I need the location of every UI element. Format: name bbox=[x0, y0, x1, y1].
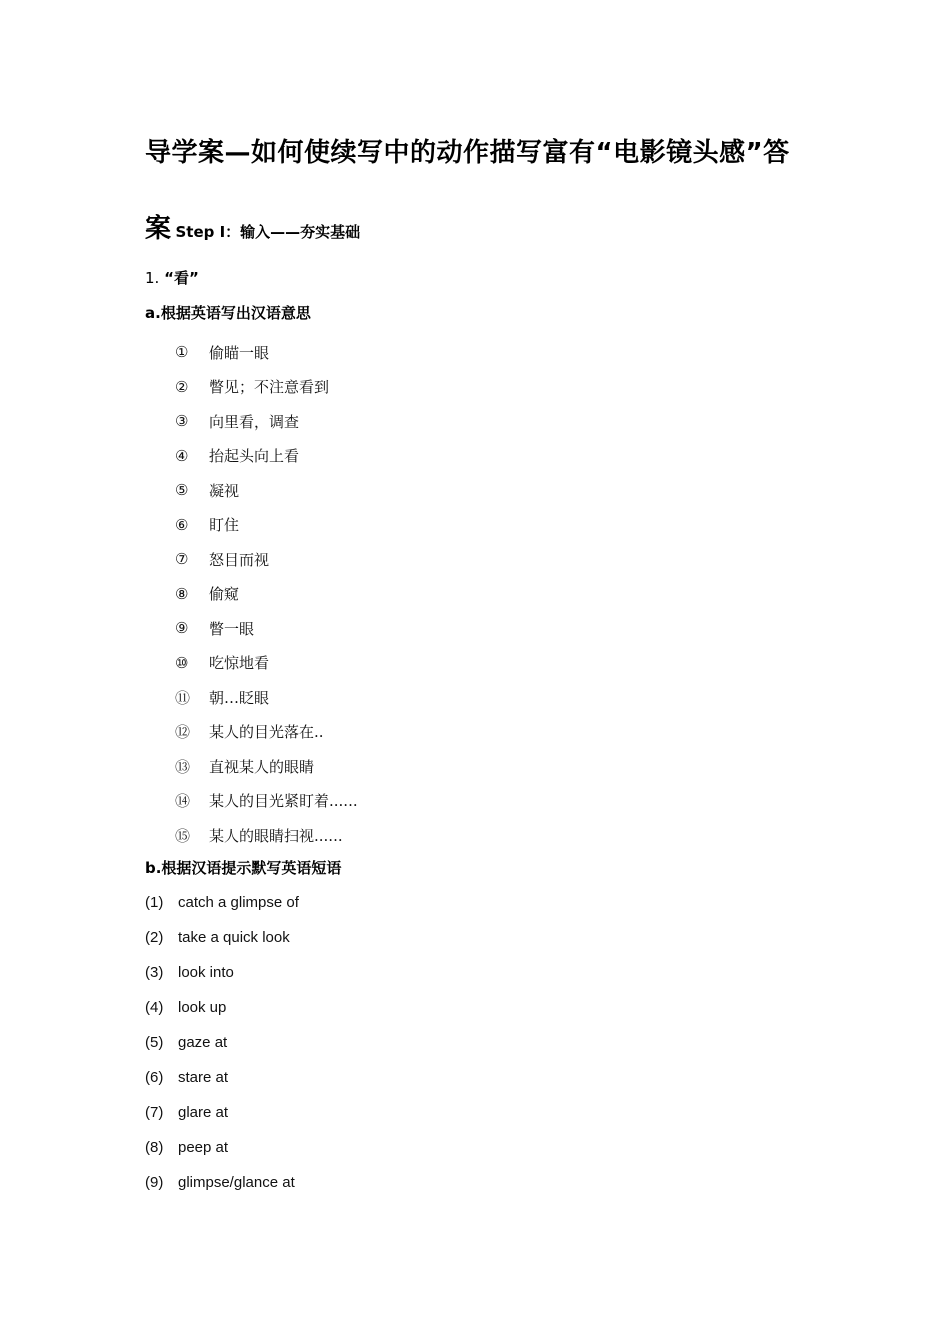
english-phrase-item bbox=[145, 990, 299, 1025]
english-phrase-item bbox=[145, 1060, 299, 1095]
chinese-meaning-marker: ⑧ bbox=[175, 584, 189, 603]
english-phrase-text: stare at bbox=[178, 1069, 229, 1086]
chinese-meaning-marker: ⑪ bbox=[175, 688, 191, 707]
chinese-meaning-marker: ⑨ bbox=[175, 619, 189, 638]
english-phrase-text: glimpse/glance at bbox=[178, 1174, 295, 1191]
section-1-heading bbox=[145, 267, 199, 288]
english-phrase-text: look up bbox=[178, 999, 227, 1016]
chinese-meaning-list bbox=[175, 335, 358, 853]
chinese-meaning-item bbox=[175, 542, 358, 577]
section-1-label: “看” bbox=[164, 269, 199, 287]
english-phrase-marker: (7) bbox=[145, 1104, 164, 1121]
chinese-meaning-item bbox=[175, 577, 358, 612]
english-phrase-marker: (8) bbox=[145, 1139, 164, 1156]
english-phrase-item bbox=[145, 885, 299, 920]
chinese-meaning-item bbox=[175, 508, 358, 543]
english-phrase-marker: (4) bbox=[145, 999, 164, 1016]
chinese-meaning-text: 某人的目光紧盯着...... bbox=[209, 792, 358, 811]
chinese-meaning-item bbox=[175, 335, 358, 370]
chinese-meaning-item bbox=[175, 715, 358, 750]
section-b-heading: b.根据汉语提示默写英语短语 bbox=[145, 859, 342, 877]
chinese-meaning-marker: ⑥ bbox=[175, 515, 189, 534]
chinese-meaning-text: 怒目而视 bbox=[209, 550, 270, 569]
title-last-char: 案 bbox=[145, 214, 172, 244]
chinese-meaning-marker: ④ bbox=[175, 446, 189, 465]
section-a-heading: a.根据英语写出汉语意思 bbox=[145, 304, 311, 322]
english-phrase-marker: (3) bbox=[145, 964, 164, 981]
chinese-meaning-text: 瞥一眼 bbox=[209, 619, 255, 638]
chinese-meaning-item bbox=[175, 818, 358, 853]
chinese-meaning-text: 瞥见；不注意看到 bbox=[209, 378, 330, 397]
chinese-meaning-marker: ⑦ bbox=[175, 550, 189, 569]
english-phrase-marker: (9) bbox=[145, 1174, 164, 1191]
chinese-meaning-marker: ② bbox=[175, 377, 189, 396]
section-1-number: 1. bbox=[145, 269, 160, 287]
chinese-meaning-text: 某人的目光落在.. bbox=[209, 723, 324, 742]
chinese-meaning-marker: ⑮ bbox=[175, 826, 191, 845]
english-phrase-item bbox=[145, 1095, 299, 1130]
document-title: 导学案—如何使续写中的动作描写富有“电影镜头感”答 bbox=[145, 138, 790, 168]
chinese-meaning-item bbox=[175, 646, 358, 681]
chinese-meaning-item bbox=[175, 749, 358, 784]
english-phrase-text: peep at bbox=[178, 1139, 229, 1156]
chinese-meaning-marker: ⑩ bbox=[175, 653, 189, 672]
chinese-meaning-item bbox=[175, 404, 358, 439]
english-phrase-marker: (5) bbox=[145, 1034, 164, 1051]
chinese-meaning-text: 某人的眼睛扫视...... bbox=[209, 826, 343, 845]
english-phrase-text: catch a glimpse of bbox=[178, 894, 299, 911]
chinese-meaning-item bbox=[175, 370, 358, 405]
title-continuation-line bbox=[145, 208, 360, 245]
chinese-meaning-text: 凝视 bbox=[209, 481, 240, 500]
chinese-meaning-item bbox=[175, 611, 358, 646]
english-phrase-text: gaze at bbox=[178, 1034, 228, 1051]
chinese-meaning-item bbox=[175, 439, 358, 474]
english-phrase-list bbox=[145, 885, 299, 1200]
chinese-meaning-text: 盯住 bbox=[209, 516, 240, 535]
chinese-meaning-marker: ⑤ bbox=[175, 481, 189, 500]
english-phrase-item bbox=[145, 920, 299, 955]
chinese-meaning-item bbox=[175, 680, 358, 715]
step-label: Step I：输入——夯实基础 bbox=[175, 223, 361, 241]
english-phrase-marker: (2) bbox=[145, 929, 164, 946]
english-phrase-text: look into bbox=[178, 964, 234, 981]
english-phrase-marker: (1) bbox=[145, 894, 164, 911]
chinese-meaning-text: 吃惊地看 bbox=[209, 654, 270, 673]
english-phrase-item bbox=[145, 955, 299, 990]
chinese-meaning-marker: ① bbox=[175, 343, 189, 362]
chinese-meaning-marker: ③ bbox=[175, 412, 189, 431]
chinese-meaning-marker: ⑬ bbox=[175, 757, 191, 776]
chinese-meaning-item bbox=[175, 784, 358, 819]
english-phrase-item bbox=[145, 1130, 299, 1165]
english-phrase-text: take a quick look bbox=[178, 929, 290, 946]
chinese-meaning-marker: ⑭ bbox=[175, 792, 191, 811]
english-phrase-item bbox=[145, 1025, 299, 1060]
chinese-meaning-marker: ⑫ bbox=[175, 723, 191, 742]
english-phrase-item bbox=[145, 1165, 299, 1200]
english-phrase-marker: (6) bbox=[145, 1069, 164, 1086]
chinese-meaning-text: 向里看，调查 bbox=[209, 412, 300, 431]
chinese-meaning-text: 抬起头向上看 bbox=[209, 447, 300, 466]
chinese-meaning-text: 偷窥 bbox=[209, 585, 240, 604]
english-phrase-text: glare at bbox=[178, 1104, 229, 1121]
chinese-meaning-text: 直视某人的眼睛 bbox=[209, 757, 315, 776]
chinese-meaning-item bbox=[175, 473, 358, 508]
chinese-meaning-text: 朝…眨眼 bbox=[209, 688, 270, 707]
chinese-meaning-text: 偷瞄一眼 bbox=[209, 343, 270, 362]
